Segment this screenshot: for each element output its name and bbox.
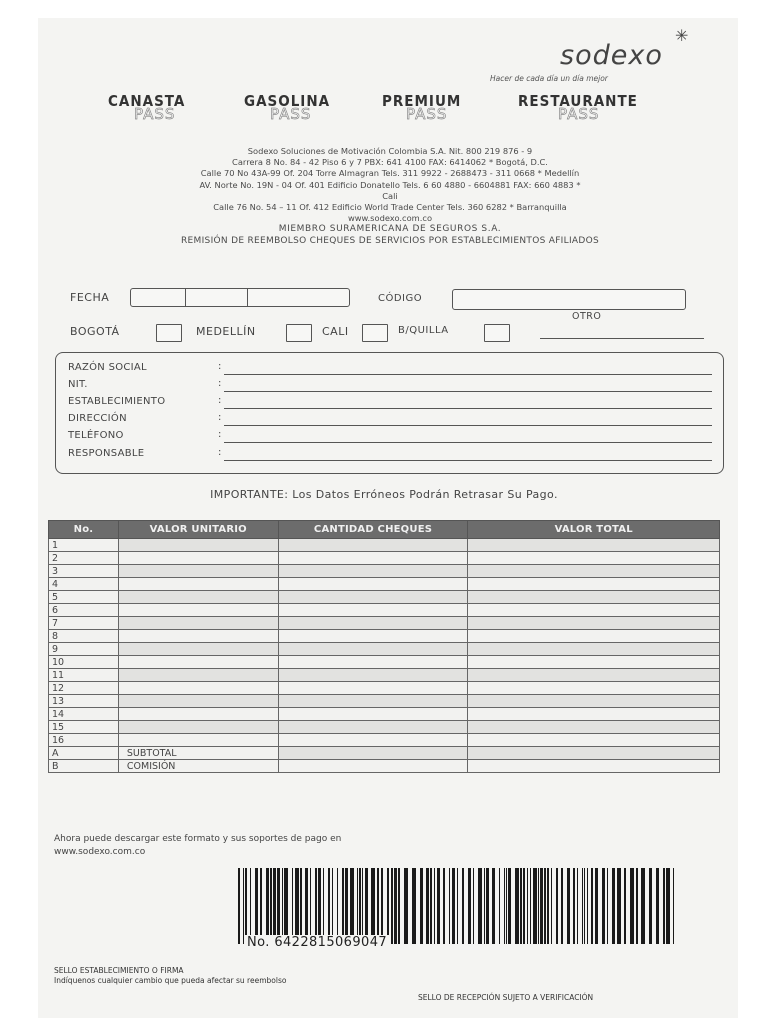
barcode-bar <box>243 868 244 944</box>
barcode-bar <box>377 868 379 944</box>
barcode-bar <box>359 868 361 944</box>
summary-blank-cell <box>278 747 468 760</box>
colon: : <box>218 429 222 440</box>
barcode-bar <box>462 868 464 944</box>
telefono-label: TELÉFONO <box>68 430 124 441</box>
total-value-cell[interactable] <box>468 669 720 682</box>
fecha-label: FECHA <box>70 291 110 304</box>
barcode-bar <box>371 868 375 944</box>
row-number: 5 <box>49 591 119 604</box>
unit-value-cell[interactable] <box>118 734 278 747</box>
check-quantity-cell[interactable] <box>278 708 468 721</box>
unit-value-cell[interactable] <box>118 669 278 682</box>
responsable-field[interactable] <box>224 460 712 461</box>
change-note: Indíquenos cualquier cambio que pueda afectar su reembolso <box>54 976 287 985</box>
barcode-bar <box>504 868 505 944</box>
summary-value-cell[interactable] <box>468 747 720 760</box>
document-title: REMISIÓN DE REEMBOLSO CHEQUES DE SERVICIOS POR ESTABLECIMIENTOS AFILIADOS <box>181 235 599 246</box>
check-quantity-cell[interactable] <box>278 552 468 565</box>
unit-value-cell[interactable] <box>118 682 278 695</box>
barcode-bar <box>530 868 531 944</box>
summary-row <box>49 747 720 760</box>
check-quantity-cell[interactable] <box>278 721 468 734</box>
barcode-bar <box>452 868 455 944</box>
unit-value-cell[interactable] <box>118 539 278 552</box>
row-number: 8 <box>49 630 119 643</box>
table-row <box>49 604 720 617</box>
barcode-bar <box>284 868 288 944</box>
total-value-cell[interactable] <box>468 604 720 617</box>
total-value-cell[interactable] <box>468 682 720 695</box>
total-value-cell[interactable] <box>468 734 720 747</box>
barcode-bar <box>332 868 333 944</box>
medellin-address-line: Calle 70 No 43A-99 Of. 204 Torre Almagran Tels. 311 9922 - 2688473 - 311 0668 * Medellín <box>200 168 580 179</box>
barcode-bar <box>255 868 258 944</box>
table-row <box>49 578 720 591</box>
company-info <box>60 146 720 247</box>
barcode-bar <box>520 868 522 944</box>
company-name-line: Sodexo Soluciones de Motivación Colombia S.A. Nit. 800 219 876 - 9 <box>247 146 533 156</box>
row-number: 2 <box>49 552 119 565</box>
row-number: 7 <box>49 617 119 630</box>
otro-label: OTRO <box>572 311 602 322</box>
unit-value-cell[interactable] <box>118 604 278 617</box>
unit-value-cell[interactable] <box>118 643 278 656</box>
barcode-bar <box>673 868 674 944</box>
barcode-bar <box>587 868 588 944</box>
barcode-bar <box>527 868 528 944</box>
barcode-bar <box>250 868 251 944</box>
barcode-bar <box>556 868 558 944</box>
table-row <box>49 721 720 734</box>
barcode-bar <box>362 868 363 944</box>
total-value-cell[interactable] <box>468 630 720 643</box>
fecha-field[interactable] <box>130 288 350 307</box>
barcode-bar <box>484 868 485 944</box>
barcode-bar <box>350 868 354 944</box>
barcode-bar <box>273 868 276 944</box>
barcode-bar <box>315 868 317 944</box>
barcode-bar <box>478 868 482 944</box>
total-value-cell[interactable] <box>468 591 720 604</box>
check-quantity-cell[interactable] <box>278 617 468 630</box>
important-note: IMPORTANTE: Los Datos Erróneos Podrán Retrasar Su Pago. <box>210 488 558 501</box>
barcode-bar <box>295 868 299 944</box>
colon: : <box>218 447 222 458</box>
unit-value-cell[interactable] <box>118 591 278 604</box>
direccion-field[interactable] <box>224 425 712 426</box>
barcode-bar <box>547 868 549 944</box>
barcode-bar <box>437 868 440 944</box>
sodexo-logo: sodexo <box>560 40 663 71</box>
colon: : <box>218 395 222 406</box>
barcode-bar <box>328 868 330 944</box>
barcode-bar <box>404 868 408 944</box>
barcode-bar <box>492 868 495 944</box>
barcode-bar <box>457 868 458 944</box>
unit-value-cell[interactable] <box>118 708 278 721</box>
razon-social-field[interactable] <box>224 374 712 375</box>
barcode-bar <box>412 868 416 944</box>
total-value-cell[interactable] <box>468 552 720 565</box>
barcode-bar <box>630 868 634 944</box>
barcode-bar <box>337 868 338 944</box>
barcode-bar <box>656 868 659 944</box>
brand-tagline: Hacer de cada día un día mejor <box>490 74 608 83</box>
table-row <box>49 734 720 747</box>
summary-key: B <box>49 760 119 773</box>
table-row <box>49 552 720 565</box>
codigo-label: CÓDIGO <box>378 293 423 304</box>
codigo-field[interactable] <box>452 289 686 310</box>
unit-value-cell[interactable] <box>118 695 278 708</box>
stamp-label: SELLO ESTABLECIMIENTO O FIRMA <box>54 966 184 975</box>
unit-value-cell[interactable] <box>118 656 278 669</box>
total-value-cell[interactable] <box>468 721 720 734</box>
check-quantity-cell[interactable] <box>278 591 468 604</box>
table-row <box>49 643 720 656</box>
barcode-bar <box>426 868 429 944</box>
barcode-bar <box>641 868 645 944</box>
barcode-bar <box>544 868 546 944</box>
total-value-cell[interactable] <box>468 578 720 591</box>
barcode-bar <box>266 868 269 944</box>
barcode-bar <box>663 868 665 944</box>
barcode-bar <box>607 868 608 944</box>
city-label-cali: CALI <box>322 325 349 338</box>
barcode-bar <box>551 868 552 944</box>
row-number: 14 <box>49 708 119 721</box>
table-row <box>49 565 720 578</box>
col-header-total-value: VALOR TOTAL <box>468 521 720 539</box>
colon: : <box>218 412 222 423</box>
table-row <box>49 630 720 643</box>
row-number: 9 <box>49 643 119 656</box>
barcode-bar <box>292 868 293 944</box>
barcode-bar <box>582 868 583 944</box>
row-number: 11 <box>49 669 119 682</box>
restaurante-pass-logo: RESTAURANTE PASS <box>518 92 638 123</box>
city-label-bogota: BOGOTÁ <box>70 325 120 338</box>
barranquilla-address-line: Calle 76 No. 54 – 11 Of. 412 Edificio World Trade Center Tels. 360 6282 * Barranquilla <box>213 202 567 213</box>
barcode-bar <box>305 868 308 944</box>
col-header-unit-value: VALOR UNITARIO <box>118 521 278 539</box>
bogota-address-line: Carrera 8 No. 84 - 42 Piso 6 y 7 PBX: 641 4100 FAX: 6414062 * Bogotá, D.C. <box>232 157 548 168</box>
barcode-bar <box>318 868 321 944</box>
total-value-cell[interactable] <box>468 617 720 630</box>
city-checkbox-medellin[interactable] <box>286 324 312 342</box>
barcode-bar <box>277 868 280 944</box>
unit-value-cell[interactable] <box>118 721 278 734</box>
member-line: MIEMBRO SURAMERICANA DE SEGUROS S.A. <box>278 224 502 235</box>
row-number: 6 <box>49 604 119 617</box>
barcode-bar <box>624 868 626 944</box>
barcode-bar <box>310 868 311 944</box>
nit-field[interactable] <box>224 391 712 392</box>
barcode-bar <box>443 868 445 944</box>
website-line: www.sodexo.com.co <box>347 213 433 224</box>
cali-city-line: Cali <box>382 190 398 201</box>
unit-value-cell[interactable] <box>118 617 278 630</box>
barcode-bar <box>617 868 621 944</box>
barcode-bar <box>577 868 578 944</box>
establecimiento-label: ESTABLECIMIENTO <box>68 396 166 407</box>
barcode-bar <box>381 868 383 944</box>
city-checkbox-cali[interactable] <box>362 324 388 342</box>
download-url[interactable]: www.sodexo.com.co <box>54 847 146 857</box>
row-number: 1 <box>49 539 119 552</box>
table-row <box>49 539 720 552</box>
total-value-cell[interactable] <box>468 539 720 552</box>
check-quantity-cell[interactable] <box>278 565 468 578</box>
barcode-bar <box>486 868 489 944</box>
row-number: 15 <box>49 721 119 734</box>
barcode-bar <box>506 868 507 944</box>
barcode-bar <box>323 868 324 944</box>
barcode-bar <box>508 868 511 944</box>
logo-star-icon: ✳ <box>675 26 689 45</box>
city-label-barranquilla: B/QUILLA <box>398 325 449 336</box>
barcode-bar <box>398 868 400 944</box>
telefono-field[interactable] <box>224 442 712 443</box>
establecimiento-field[interactable] <box>224 408 712 409</box>
table-row <box>49 708 720 721</box>
summary-key: A <box>49 747 119 760</box>
barcode-bar <box>300 868 302 944</box>
summary-value-cell[interactable] <box>468 760 720 773</box>
table-row <box>49 682 720 695</box>
barcode-bar <box>449 868 450 944</box>
gasolina-pass-logo: GASOLINA PASS <box>244 92 331 123</box>
download-note: Ahora puede descargar este formato y sus soportes de pago en <box>54 834 342 844</box>
table-row <box>49 656 720 669</box>
row-number: 3 <box>49 565 119 578</box>
barcode-bar <box>430 868 432 944</box>
barcode-bar <box>573 868 575 944</box>
barcode-bar <box>357 868 358 944</box>
row-number: 10 <box>49 656 119 669</box>
check-quantity-cell[interactable] <box>278 604 468 617</box>
city-checkbox-barranquilla[interactable] <box>484 324 510 342</box>
barcode-bar <box>391 868 393 944</box>
total-value-cell[interactable] <box>468 656 720 669</box>
barcode-bar <box>365 868 368 944</box>
city-checkbox-bogota[interactable] <box>156 324 182 342</box>
barcode-bar <box>434 868 435 944</box>
barcode-number: No. 6422815069047 <box>247 935 388 950</box>
barcode-bar <box>595 868 598 944</box>
check-quantity-cell[interactable] <box>278 734 468 747</box>
check-quantity-cell[interactable] <box>278 578 468 591</box>
barcode-bar <box>270 868 272 944</box>
barcode-bar <box>649 868 652 944</box>
check-quantity-cell[interactable] <box>278 643 468 656</box>
summary-blank-cell <box>278 760 468 773</box>
barcode-bar <box>245 868 247 944</box>
barcode-bar <box>238 868 240 944</box>
check-quantity-cell[interactable] <box>278 669 468 682</box>
row-number: 16 <box>49 734 119 747</box>
table-row <box>49 695 720 708</box>
table-row <box>49 669 720 682</box>
cali-address-line: AV. Norte No. 19N - 04 Of. 401 Edificio Donatello Tels. 6 60 4880 - 6604881 FAX: 660 4883 * <box>199 179 581 190</box>
barcode-bar <box>515 868 519 944</box>
barcode-bar <box>468 868 471 944</box>
unit-value-cell[interactable] <box>118 565 278 578</box>
barcode-bar <box>282 868 283 944</box>
check-quantity-cell[interactable] <box>278 682 468 695</box>
reception-note: SELLO DE RECEPCIÓN SUJETO A VERIFICACIÓN <box>418 993 594 1002</box>
row-number: 12 <box>49 682 119 695</box>
total-value-cell[interactable] <box>468 643 720 656</box>
barcode-bar <box>602 868 605 944</box>
barcode-bar <box>387 868 389 944</box>
barcode-bar <box>260 868 262 944</box>
barcode-bar <box>636 868 638 944</box>
barcode-bar <box>567 868 570 944</box>
check-quantity-cell[interactable] <box>278 656 468 669</box>
barcode-bar <box>591 868 593 944</box>
barcode-bar <box>394 868 397 944</box>
barcode-bar <box>420 868 423 944</box>
check-quantity-cell[interactable] <box>278 539 468 552</box>
razon-social-label: RAZÓN SOCIAL <box>68 362 147 373</box>
fecha-divider <box>185 289 186 306</box>
summary-label: COMISIÓN <box>118 760 278 773</box>
total-value-cell[interactable] <box>468 708 720 721</box>
barcode-bar <box>523 868 525 944</box>
barcode-bar <box>342 868 344 944</box>
col-header-number: No. <box>49 521 119 539</box>
check-quantity-cell[interactable] <box>278 695 468 708</box>
check-quantity-cell[interactable] <box>278 630 468 643</box>
unit-value-cell[interactable] <box>118 552 278 565</box>
summary-label: SUBTOTAL <box>118 747 278 760</box>
colon: : <box>218 378 222 389</box>
city-label-medellin: MEDELLÍN <box>196 325 256 338</box>
barcode-bar <box>499 868 500 944</box>
barcode-bar <box>345 868 348 944</box>
barcode-bar <box>533 868 537 944</box>
summary-row <box>49 760 720 773</box>
total-value-cell[interactable] <box>468 695 720 708</box>
establishment-info-box <box>55 352 724 474</box>
barcode-bar <box>561 868 563 944</box>
barcode-bar <box>666 868 670 944</box>
barcode <box>238 868 674 944</box>
row-number: 4 <box>49 578 119 591</box>
table-row <box>49 617 720 630</box>
unit-value-cell[interactable] <box>118 578 278 591</box>
fecha-divider <box>247 289 248 306</box>
barcode-bar <box>538 868 539 944</box>
unit-value-cell[interactable] <box>118 630 278 643</box>
checks-table <box>48 520 720 773</box>
canasta-pass-logo: CANASTA PASS <box>108 92 186 123</box>
table-row <box>49 591 720 604</box>
responsable-label: RESPONSABLE <box>68 448 145 459</box>
barcode-bar <box>612 868 615 944</box>
total-value-cell[interactable] <box>468 565 720 578</box>
row-number: 13 <box>49 695 119 708</box>
premium-pass-logo: PREMIUM PASS <box>382 92 462 123</box>
barcode-bar <box>473 868 474 944</box>
colon: : <box>218 361 222 372</box>
barcode-bar <box>584 868 585 944</box>
otro-city-line[interactable] <box>540 338 704 339</box>
nit-label: NIT. <box>68 379 88 390</box>
direccion-label: DIRECCIÓN <box>68 413 127 424</box>
barcode-bar <box>540 868 543 944</box>
col-header-check-quantity: CANTIDAD CHEQUES <box>278 521 468 539</box>
